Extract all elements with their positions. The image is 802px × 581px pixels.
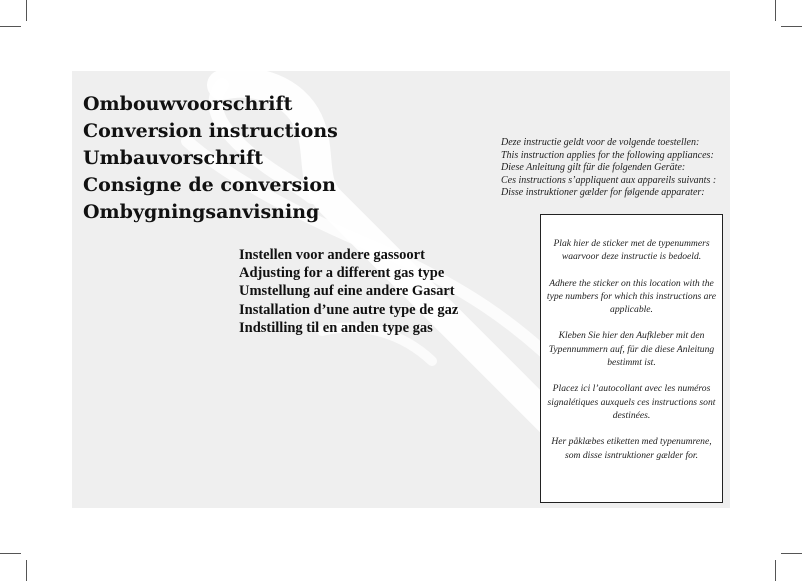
sticker-text-nl: Plak hier de sticker met de typenummers waarvoor deze instructie is bedoeld. — [553, 238, 710, 263]
cover-panel — [72, 71, 730, 508]
subtitle-fr: Installation d’une autre type de gaz — [239, 301, 459, 318]
crop-mark — [26, 560, 27, 581]
sticker-text-da: Her påklæbes etiketten med typenumrene, som disse isntruktioner gælder for. — [551, 436, 712, 461]
title-de: Umbauvorschrift — [83, 147, 264, 169]
crop-mark — [781, 553, 802, 554]
title-da: Ombygningsanvisning — [83, 201, 320, 223]
applies-to-block — [501, 137, 716, 200]
applies-to-nl: Deze instructie geldt voor de volgende toestellen: — [501, 137, 700, 148]
title-block — [83, 91, 338, 226]
crop-mark — [26, 0, 27, 21]
crop-mark — [781, 26, 802, 27]
subtitle-nl: Instellen voor andere gassoort — [239, 247, 425, 263]
subtitle-en: Adjusting for a different gas type — [239, 265, 445, 282]
crop-mark — [775, 560, 776, 581]
crop-mark — [775, 0, 776, 21]
sticker-text-fr: Placez ici l’autocollant avec les numéros signalétiques auxquels ces instructions sont destinées. — [547, 383, 716, 421]
applies-to-fr: Ces instructions s’appliquent aux appareils suivants : — [501, 174, 717, 186]
title-fr: Consigne de conversion — [83, 174, 336, 196]
subtitle-de: Umstellung auf eine andere Gasart — [239, 283, 455, 300]
applies-to-en: This instruction applies for the following appliances: — [501, 149, 714, 161]
applies-to-da: Disse instruktioner gælder for følgende apparater: — [501, 187, 705, 198]
sticker-box — [540, 214, 723, 503]
sticker-text-en: Adhere the sticker on this location with the type numbers for which this instructions are applicable. — [546, 277, 717, 316]
applies-to-de: Diese Anleitung gilt für die folgenden Geräte: — [501, 162, 686, 173]
crop-mark — [0, 553, 21, 554]
title-nl: Ombouwvoorschrift — [83, 93, 293, 115]
sticker-text-de: Kleben Sie hier den Aufkleber mit den Typennummern auf, für die diese Anleitung bestimmt ist. — [548, 330, 715, 369]
title-en: Conversion instructions — [83, 120, 338, 142]
crop-mark — [0, 26, 21, 27]
subtitle-da: Indstilling til en anden type gas — [239, 319, 433, 336]
subtitle-block — [239, 246, 458, 337]
